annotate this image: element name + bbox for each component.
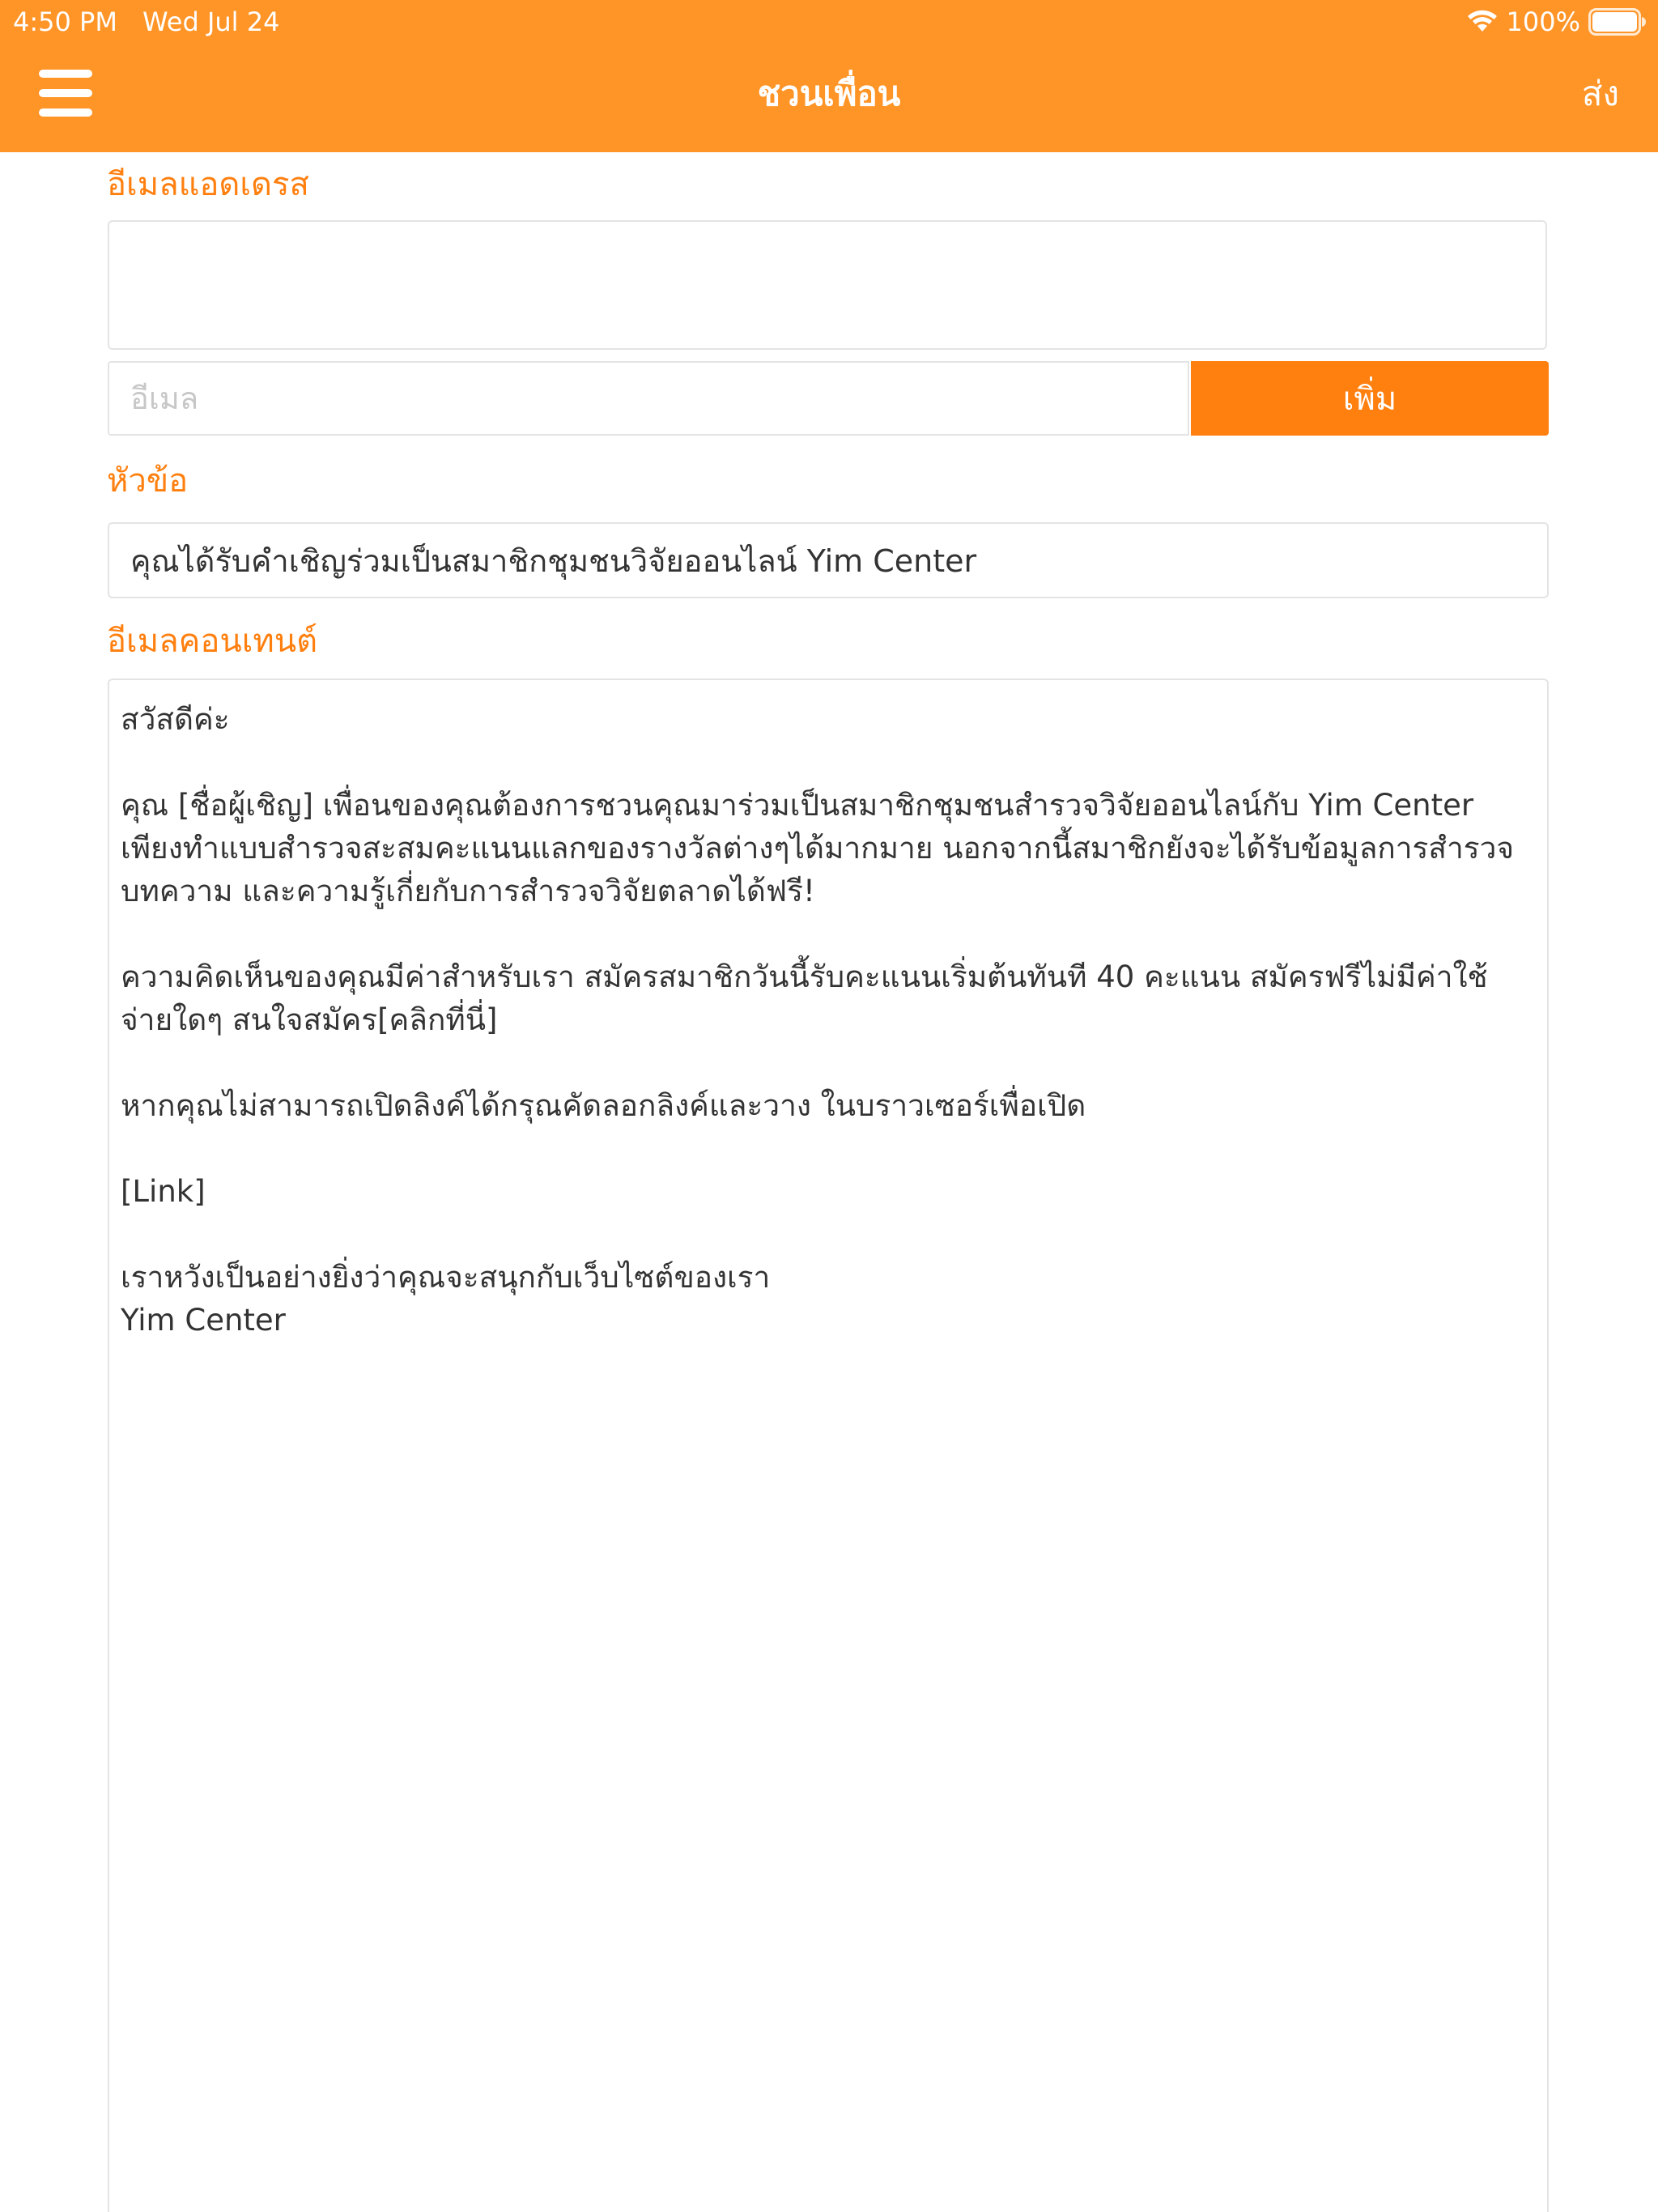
content-paragraph-1: คุณ [ชื่อผู้เชิญ] เพื่อนของคุณต้องการชวนคุณมาร่วมเป็นสมาชิกชุมชนสำรวจวิจัยออนไลน์กับ Yim Center เพียงทำแบบสำรวจสะสมคะแนนแลกของรางวัลต่างๆได้มากมาย นอกจากนี้สมาชิกยังจะได้รับข้อมูลการสำรวจ บทความ และความรู้เกี่ยกับการสำรวจวิจัยตลาดได้ฟรี! (121, 788, 1524, 908)
email-content-textarea[interactable] (108, 678, 1549, 2212)
app-header (0, 0, 1658, 152)
email-address-label: อีเมลแอดเดรส (107, 166, 309, 203)
content-paragraph-2: ความคิดเห็นของคุณมีค่าสำหรับเรา สมัครสมาชิกวันนี้รับคะแนนเริ่มต้นทันที 40 คะแนน สมัครฟรีไม่มีค่าใช้จ่ายใดๆ สนใจสมัคร[คลิกที่นี่] (121, 959, 1488, 1037)
battery-full-icon (1588, 8, 1647, 36)
email-content-label: อีเมลคอนเทนต์ (107, 623, 318, 660)
status-indicators (1466, 3, 1647, 40)
subject-label: หัวข้อ (107, 462, 189, 500)
content-closing: เราหวังเป็นอย่างยิ่งว่าคุณจะสนุกกับเว็บไซต์ของเรา (121, 1260, 771, 1295)
battery-percent: 100% (1506, 6, 1580, 37)
content-signature: Yim Center (121, 1303, 286, 1338)
content-link: [Link] (121, 1174, 206, 1209)
send-button[interactable]: ส่ง (1581, 74, 1619, 113)
content-greeting: สวัสดีค่ะ (121, 702, 230, 737)
hamburger-menu-icon[interactable] (39, 70, 92, 117)
page-title: ชวนเพื่อน (757, 74, 901, 113)
status-time: 4:50 PM (13, 6, 117, 37)
subject-input[interactable] (108, 522, 1549, 598)
email-list-box[interactable] (108, 220, 1547, 350)
email-input[interactable] (108, 361, 1189, 436)
wifi-icon (1466, 10, 1499, 34)
content-paragraph-3: หากคุณไม่สามารถเปิดลิงค์ได้กรุณคัดลอกลิงค์และวาง ในบราวเซอร์เพื่อเปิด (121, 1088, 1086, 1123)
status-date: Wed Jul 24 (142, 6, 280, 37)
add-email-button[interactable]: เพิ่ม (1191, 361, 1549, 436)
